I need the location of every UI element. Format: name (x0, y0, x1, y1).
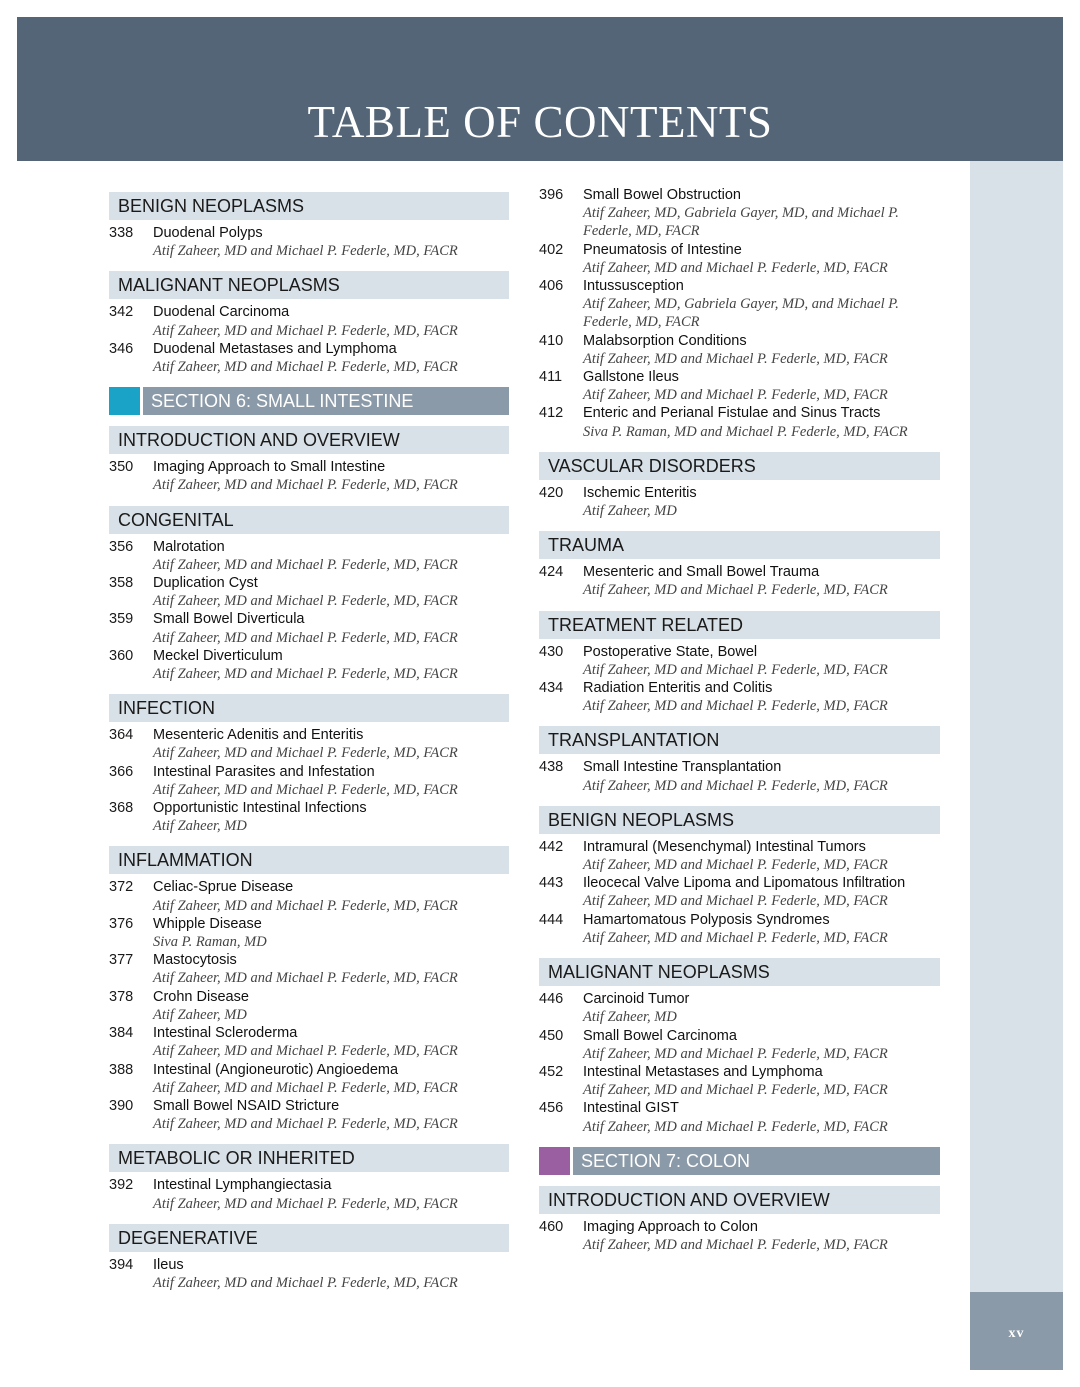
toc-entry[interactable] (109, 303, 509, 339)
entry-title[interactable]: Duodenal Polyps (153, 225, 263, 241)
section-color-swatch (539, 1147, 570, 1175)
category-heading: INFLAMMATION (109, 846, 509, 874)
entry-page-number: 420 (539, 484, 564, 501)
entry-page-number: 456 (539, 1100, 564, 1117)
entry-title[interactable]: Celiac-Sprue Disease (153, 879, 294, 896)
toc-entry[interactable] (539, 186, 940, 241)
entry-authors: Atif Zaheer, MD and Michael P. Federle, MD, FACR (153, 781, 458, 798)
toc-entry[interactable] (539, 404, 940, 440)
entry-page-number: 342 (109, 304, 134, 321)
entry-title[interactable]: Duodenal Carcinoma (153, 304, 290, 321)
entry-title[interactable]: Crohn Disease (153, 988, 249, 1005)
category-heading: MALIGNANT NEOPLASMS (539, 958, 940, 986)
category-heading: VASCULAR DISORDERS (539, 452, 940, 480)
toc-right-column (539, 186, 940, 1254)
entry-body (583, 1099, 940, 1135)
toc-entry[interactable] (539, 368, 940, 404)
entry-title[interactable]: Duodenal Metastases and Lymphoma (153, 340, 397, 357)
entry-page-number: 359 (109, 611, 134, 628)
category-heading: TREATMENT RELATED (539, 611, 940, 639)
entry-title[interactable]: Imaging Approach to Colon (583, 1218, 758, 1235)
entry-authors: Atif Zaheer, MD (153, 1006, 247, 1023)
entry-body (583, 758, 940, 794)
entry-title[interactable]: Intestinal Lymphangiectasia (153, 1177, 332, 1194)
entry-page-number: 443 (539, 875, 564, 892)
toc-left-column (109, 192, 509, 1292)
entry-body (153, 1024, 509, 1060)
entry-authors: Atif Zaheer, MD (153, 818, 247, 835)
entry-page-number: 384 (109, 1025, 134, 1042)
entry-page-number: 424 (539, 564, 564, 581)
category-heading: BENIGN NEOPLASMS (539, 806, 940, 834)
entry-body (153, 878, 509, 914)
section-title: SECTION 7: COLON (573, 1147, 940, 1175)
entry-title[interactable]: Small Bowel Diverticula (153, 611, 305, 628)
section-heading (539, 1147, 940, 1175)
entry-page-number: 378 (109, 988, 134, 1005)
entry-body (583, 643, 940, 679)
entry-body (583, 241, 940, 277)
entry-authors: Atif Zaheer, MD and Michael P. Federle, MD, FACR (583, 350, 888, 367)
entry-authors: Atif Zaheer, MD and Michael P. Federle, MD, FACR (153, 1274, 458, 1291)
entry-title[interactable]: Malabsorption Conditions (583, 332, 747, 349)
entry-body (583, 1218, 940, 1254)
toc-entry[interactable] (539, 911, 940, 947)
toc-entry[interactable] (109, 915, 509, 951)
entry-page-number: 350 (109, 459, 134, 476)
entry-body (583, 277, 940, 332)
entry-body (153, 799, 509, 835)
page-number: xv (1008, 1326, 1025, 1341)
entry-title[interactable]: Radiation Enteritis and Colitis (583, 680, 773, 697)
entry-page-number: 346 (109, 340, 134, 357)
entry-authors: Atif Zaheer, MD and Michael P. Federle, MD, FACR (583, 387, 888, 404)
entry-authors: Atif Zaheer, MD and Michael P. Federle, MD, FACR (583, 1082, 888, 1099)
page-number-tab (970, 1292, 1063, 1370)
entry-authors: Atif Zaheer, MD and Michael P. Federle, MD, FACR (153, 1116, 458, 1133)
entry-title[interactable]: Duplication Cyst (153, 575, 258, 592)
toc-entry[interactable] (109, 340, 509, 376)
entry-page-number: 434 (539, 680, 564, 697)
entry-body (583, 563, 940, 599)
toc-entry[interactable] (109, 763, 509, 799)
toc-entry[interactable] (539, 874, 940, 910)
entry-body (583, 484, 940, 520)
entry-authors: Atif Zaheer, MD and Michael P. Federle, MD, FACR (583, 777, 888, 794)
entry-body (153, 1176, 509, 1212)
side-strip (970, 161, 1063, 1292)
entry-body (583, 368, 940, 404)
toc-entry[interactable] (539, 1027, 940, 1063)
entry-page-number: 360 (109, 647, 134, 664)
entry-authors: Atif Zaheer, MD, Gabriela Gayer, MD, and Michael P. (583, 296, 899, 313)
toc-entry[interactable] (109, 574, 509, 610)
entry-title[interactable]: Small Intestine Transplantation (583, 759, 782, 776)
entry-authors: Atif Zaheer, MD and Michael P. Federle, MD, FACR (153, 897, 458, 914)
toc-entry[interactable] (109, 224, 509, 260)
entry-page-number: 411 (539, 369, 563, 386)
entry-authors: Atif Zaheer, MD and Michael P. Federle, MD, FACR (153, 593, 458, 610)
toc-entry[interactable] (539, 484, 940, 520)
entry-authors: Atif Zaheer, MD (583, 1009, 677, 1026)
entry-authors: Atif Zaheer, MD and Michael P. Federle, MD, FACR (583, 1118, 888, 1135)
entry-authors: Atif Zaheer, MD and Michael P. Federle, MD, FACR (153, 556, 458, 573)
entry-title[interactable]: Mastocytosis (153, 952, 237, 969)
entry-body (153, 951, 509, 987)
entry-body (153, 763, 509, 799)
entry-authors: Atif Zaheer, MD and Michael P. Federle, MD, FACR (583, 661, 888, 678)
entry-page-number: 338 (109, 225, 134, 241)
entry-authors: Atif Zaheer, MD and Michael P. Federle, MD, FACR (583, 582, 888, 599)
entry-authors: Atif Zaheer, MD and Michael P. Federle, MD, FACR (583, 259, 888, 276)
entry-body (583, 990, 940, 1026)
entry-authors: Atif Zaheer, MD, Gabriela Gayer, MD, and Michael P. (583, 205, 899, 222)
category-heading: MALIGNANT NEOPLASMS (109, 271, 509, 299)
category-heading: METABOLIC OR INHERITED (109, 1144, 509, 1172)
entry-page-number: 388 (109, 1061, 134, 1078)
entry-page-number: 412 (539, 405, 564, 422)
entry-title[interactable]: Intestinal Scleroderma (153, 1025, 298, 1042)
entry-title[interactable]: Small Bowel Carcinoma (583, 1027, 737, 1044)
entry-authors: Atif Zaheer, MD and Michael P. Federle, MD, FACR (153, 477, 458, 494)
entry-authors: Siva P. Raman, MD (153, 934, 267, 951)
toc-entry[interactable] (539, 679, 940, 715)
toc-entry[interactable] (109, 1024, 509, 1060)
section-color-swatch (109, 387, 140, 415)
entry-title[interactable]: Imaging Approach to Small Intestine (153, 459, 386, 476)
entry-authors: Federle, MD, FACR (583, 314, 700, 331)
toc-entry[interactable] (109, 538, 509, 574)
category-heading: BENIGN NEOPLASMS (109, 192, 509, 220)
entry-page-number: 410 (539, 332, 564, 349)
category-heading: CONGENITAL (109, 506, 509, 534)
entry-body (153, 726, 509, 762)
toc-entry[interactable] (109, 878, 509, 914)
entry-page-number: 450 (539, 1027, 564, 1044)
entry-page-number: 366 (109, 763, 134, 780)
entry-page-number: 394 (109, 1256, 134, 1273)
entry-body (153, 538, 509, 574)
entry-title[interactable]: Intestinal Parasites and Infestation (153, 763, 375, 780)
entry-body (153, 303, 509, 339)
entry-page-number: 376 (109, 915, 134, 932)
toc-entry[interactable] (539, 838, 940, 874)
entry-page-number: 364 (109, 727, 134, 744)
entry-page-number: 460 (539, 1218, 564, 1235)
toc-entry[interactable] (109, 1256, 509, 1292)
toc-entry[interactable] (539, 241, 940, 277)
entry-title[interactable]: Ileocecal Valve Lipoma and Lipomatous Infiltration (583, 875, 906, 892)
entry-authors: Federle, MD, FACR (583, 223, 700, 240)
entry-page-number: 446 (539, 991, 564, 1008)
entry-page-number: 442 (539, 838, 564, 855)
entry-authors: Atif Zaheer, MD and Michael P. Federle, MD, FACR (153, 1079, 458, 1096)
entry-body (583, 186, 940, 241)
toc-entry[interactable] (539, 332, 940, 368)
entry-title[interactable]: Intramural (Mesenchymal) Intestinal Tumors (583, 838, 866, 855)
entry-page-number: 406 (539, 278, 564, 295)
toc-entry[interactable] (109, 988, 509, 1024)
toc-entry[interactable] (109, 610, 509, 646)
toc-entry[interactable] (109, 1176, 509, 1212)
entry-page-number: 444 (539, 911, 564, 928)
entry-page-number: 452 (539, 1063, 564, 1080)
entry-page-number: 402 (539, 241, 564, 258)
entry-body (153, 574, 509, 610)
toc-entry[interactable] (539, 990, 940, 1026)
category-heading: INTRODUCTION AND OVERVIEW (539, 1186, 940, 1214)
toc-entry[interactable] (109, 1097, 509, 1133)
entry-body (583, 874, 940, 910)
entry-body (153, 988, 509, 1024)
entry-body (153, 340, 509, 376)
entry-title[interactable]: Pneumatosis of Intestine (583, 241, 742, 258)
entry-title[interactable]: Meckel Diverticulum (153, 647, 283, 664)
entry-authors: Atif Zaheer, MD and Michael P. Federle, MD, FACR (583, 698, 888, 715)
entry-body (583, 404, 940, 440)
entry-authors: Atif Zaheer, MD and Michael P. Federle, MD, FACR (583, 1045, 888, 1062)
entry-title[interactable]: Malrotation (153, 538, 225, 555)
entry-page-number: 358 (109, 575, 134, 592)
entry-page-number: 356 (109, 538, 134, 555)
entry-title[interactable]: Opportunistic Intestinal Infections (153, 800, 367, 817)
entry-authors: Atif Zaheer, MD and Michael P. Federle, MD, FACR (153, 745, 458, 762)
entry-title[interactable]: Whipple Disease (153, 915, 262, 932)
entry-title[interactable]: Postoperative State, Bowel (583, 643, 758, 660)
entry-title[interactable]: Ileus (153, 1256, 184, 1273)
entry-body (583, 679, 940, 715)
entry-authors: Atif Zaheer, MD (583, 503, 677, 520)
toc-entry[interactable] (539, 1099, 940, 1135)
entry-page-number: 430 (539, 643, 564, 660)
entry-body (583, 332, 940, 368)
entry-body (153, 1097, 509, 1133)
entry-title[interactable]: Small Bowel Obstruction (583, 187, 741, 203)
entry-authors: Atif Zaheer, MD and Michael P. Federle, MD, FACR (153, 1043, 458, 1060)
entry-authors: Atif Zaheer, MD and Michael P. Federle, MD, FACR (153, 970, 458, 987)
entry-title[interactable]: Small Bowel NSAID Stricture (153, 1097, 340, 1114)
entry-body (153, 224, 509, 260)
entry-authors: Atif Zaheer, MD and Michael P. Federle, MD, FACR (153, 359, 458, 376)
entry-authors: Atif Zaheer, MD and Michael P. Federle, MD, FACR (153, 666, 458, 683)
toc-entry[interactable] (109, 951, 509, 987)
entry-authors: Atif Zaheer, MD and Michael P. Federle, MD, FACR (583, 929, 888, 946)
entry-title[interactable]: Intestinal (Angioneurotic) Angioedema (153, 1061, 399, 1078)
toc-entry[interactable] (109, 799, 509, 835)
entry-title[interactable]: Intestinal GIST (583, 1100, 679, 1117)
toc-entry[interactable] (539, 563, 940, 599)
entry-page-number: 377 (109, 952, 134, 969)
entry-authors: Atif Zaheer, MD and Michael P. Federle, MD, FACR (583, 1236, 888, 1253)
toc-entry[interactable] (109, 726, 509, 762)
entry-body (153, 458, 509, 494)
entry-title[interactable]: Ischemic Enteritis (583, 484, 697, 501)
page-title: TABLE OF CONTENTS (307, 97, 773, 147)
entry-body (153, 1061, 509, 1097)
entry-title[interactable]: Intestinal Metastases and Lymphoma (583, 1063, 823, 1080)
toc-entry[interactable] (539, 643, 940, 679)
section-heading (109, 387, 509, 415)
entry-authors: Atif Zaheer, MD and Michael P. Federle, MD, FACR (153, 629, 458, 646)
toc-entry[interactable] (109, 1061, 509, 1097)
category-heading: DEGENERATIVE (109, 1224, 509, 1252)
entry-page-number: 396 (539, 187, 564, 203)
entry-title[interactable]: Hamartomatous Polyposis Syndromes (583, 911, 830, 928)
entry-page-number: 372 (109, 879, 134, 896)
entry-body (153, 647, 509, 683)
entry-title[interactable]: Carcinoid Tumor (583, 991, 690, 1008)
entry-page-number: 392 (109, 1177, 134, 1194)
entry-authors: Atif Zaheer, MD and Michael P. Federle, MD, FACR (583, 857, 888, 874)
entry-page-number: 390 (109, 1097, 134, 1114)
entry-page-number: 368 (109, 800, 134, 817)
entry-body (583, 838, 940, 874)
entry-page-number: 438 (539, 759, 564, 776)
category-heading: INFECTION (109, 694, 509, 722)
entry-body (583, 1027, 940, 1063)
entry-title[interactable]: Enteric and Perianal Fistulae and Sinus Tracts (583, 405, 881, 422)
entry-body (153, 610, 509, 646)
category-heading: TRAUMA (539, 531, 940, 559)
toc-entry[interactable] (539, 1063, 940, 1099)
entry-title[interactable]: Gallstone Ileus (583, 369, 679, 386)
entry-authors: Atif Zaheer, MD and Michael P. Federle, MD, FACR (153, 1195, 458, 1212)
entry-title[interactable]: Mesenteric Adenitis and Enteritis (153, 727, 364, 744)
entry-title[interactable]: Mesenteric and Small Bowel Trauma (583, 564, 820, 581)
entry-body (583, 911, 940, 947)
toc-entry[interactable] (539, 758, 940, 794)
toc-entry[interactable] (109, 458, 509, 494)
entry-body (153, 915, 509, 951)
entry-authors: Atif Zaheer, MD and Michael P. Federle, MD, FACR (583, 893, 888, 910)
entry-authors: Atif Zaheer, MD and Michael P. Federle, MD, FACR (153, 322, 458, 339)
entry-body (583, 1063, 940, 1099)
toc-entry[interactable] (539, 1218, 940, 1254)
entry-body (153, 1256, 509, 1292)
toc-entry[interactable] (109, 647, 509, 683)
entry-authors: Siva P. Raman, MD and Michael P. Federle, MD, FACR (583, 423, 908, 440)
entry-authors: Atif Zaheer, MD and Michael P. Federle, MD, FACR (153, 243, 458, 260)
category-heading: TRANSPLANTATION (539, 726, 940, 754)
category-heading: INTRODUCTION AND OVERVIEW (109, 426, 509, 454)
toc-entry[interactable] (539, 277, 940, 332)
section-title: SECTION 6: SMALL INTESTINE (143, 387, 509, 415)
entry-title[interactable]: Intussusception (583, 278, 684, 295)
